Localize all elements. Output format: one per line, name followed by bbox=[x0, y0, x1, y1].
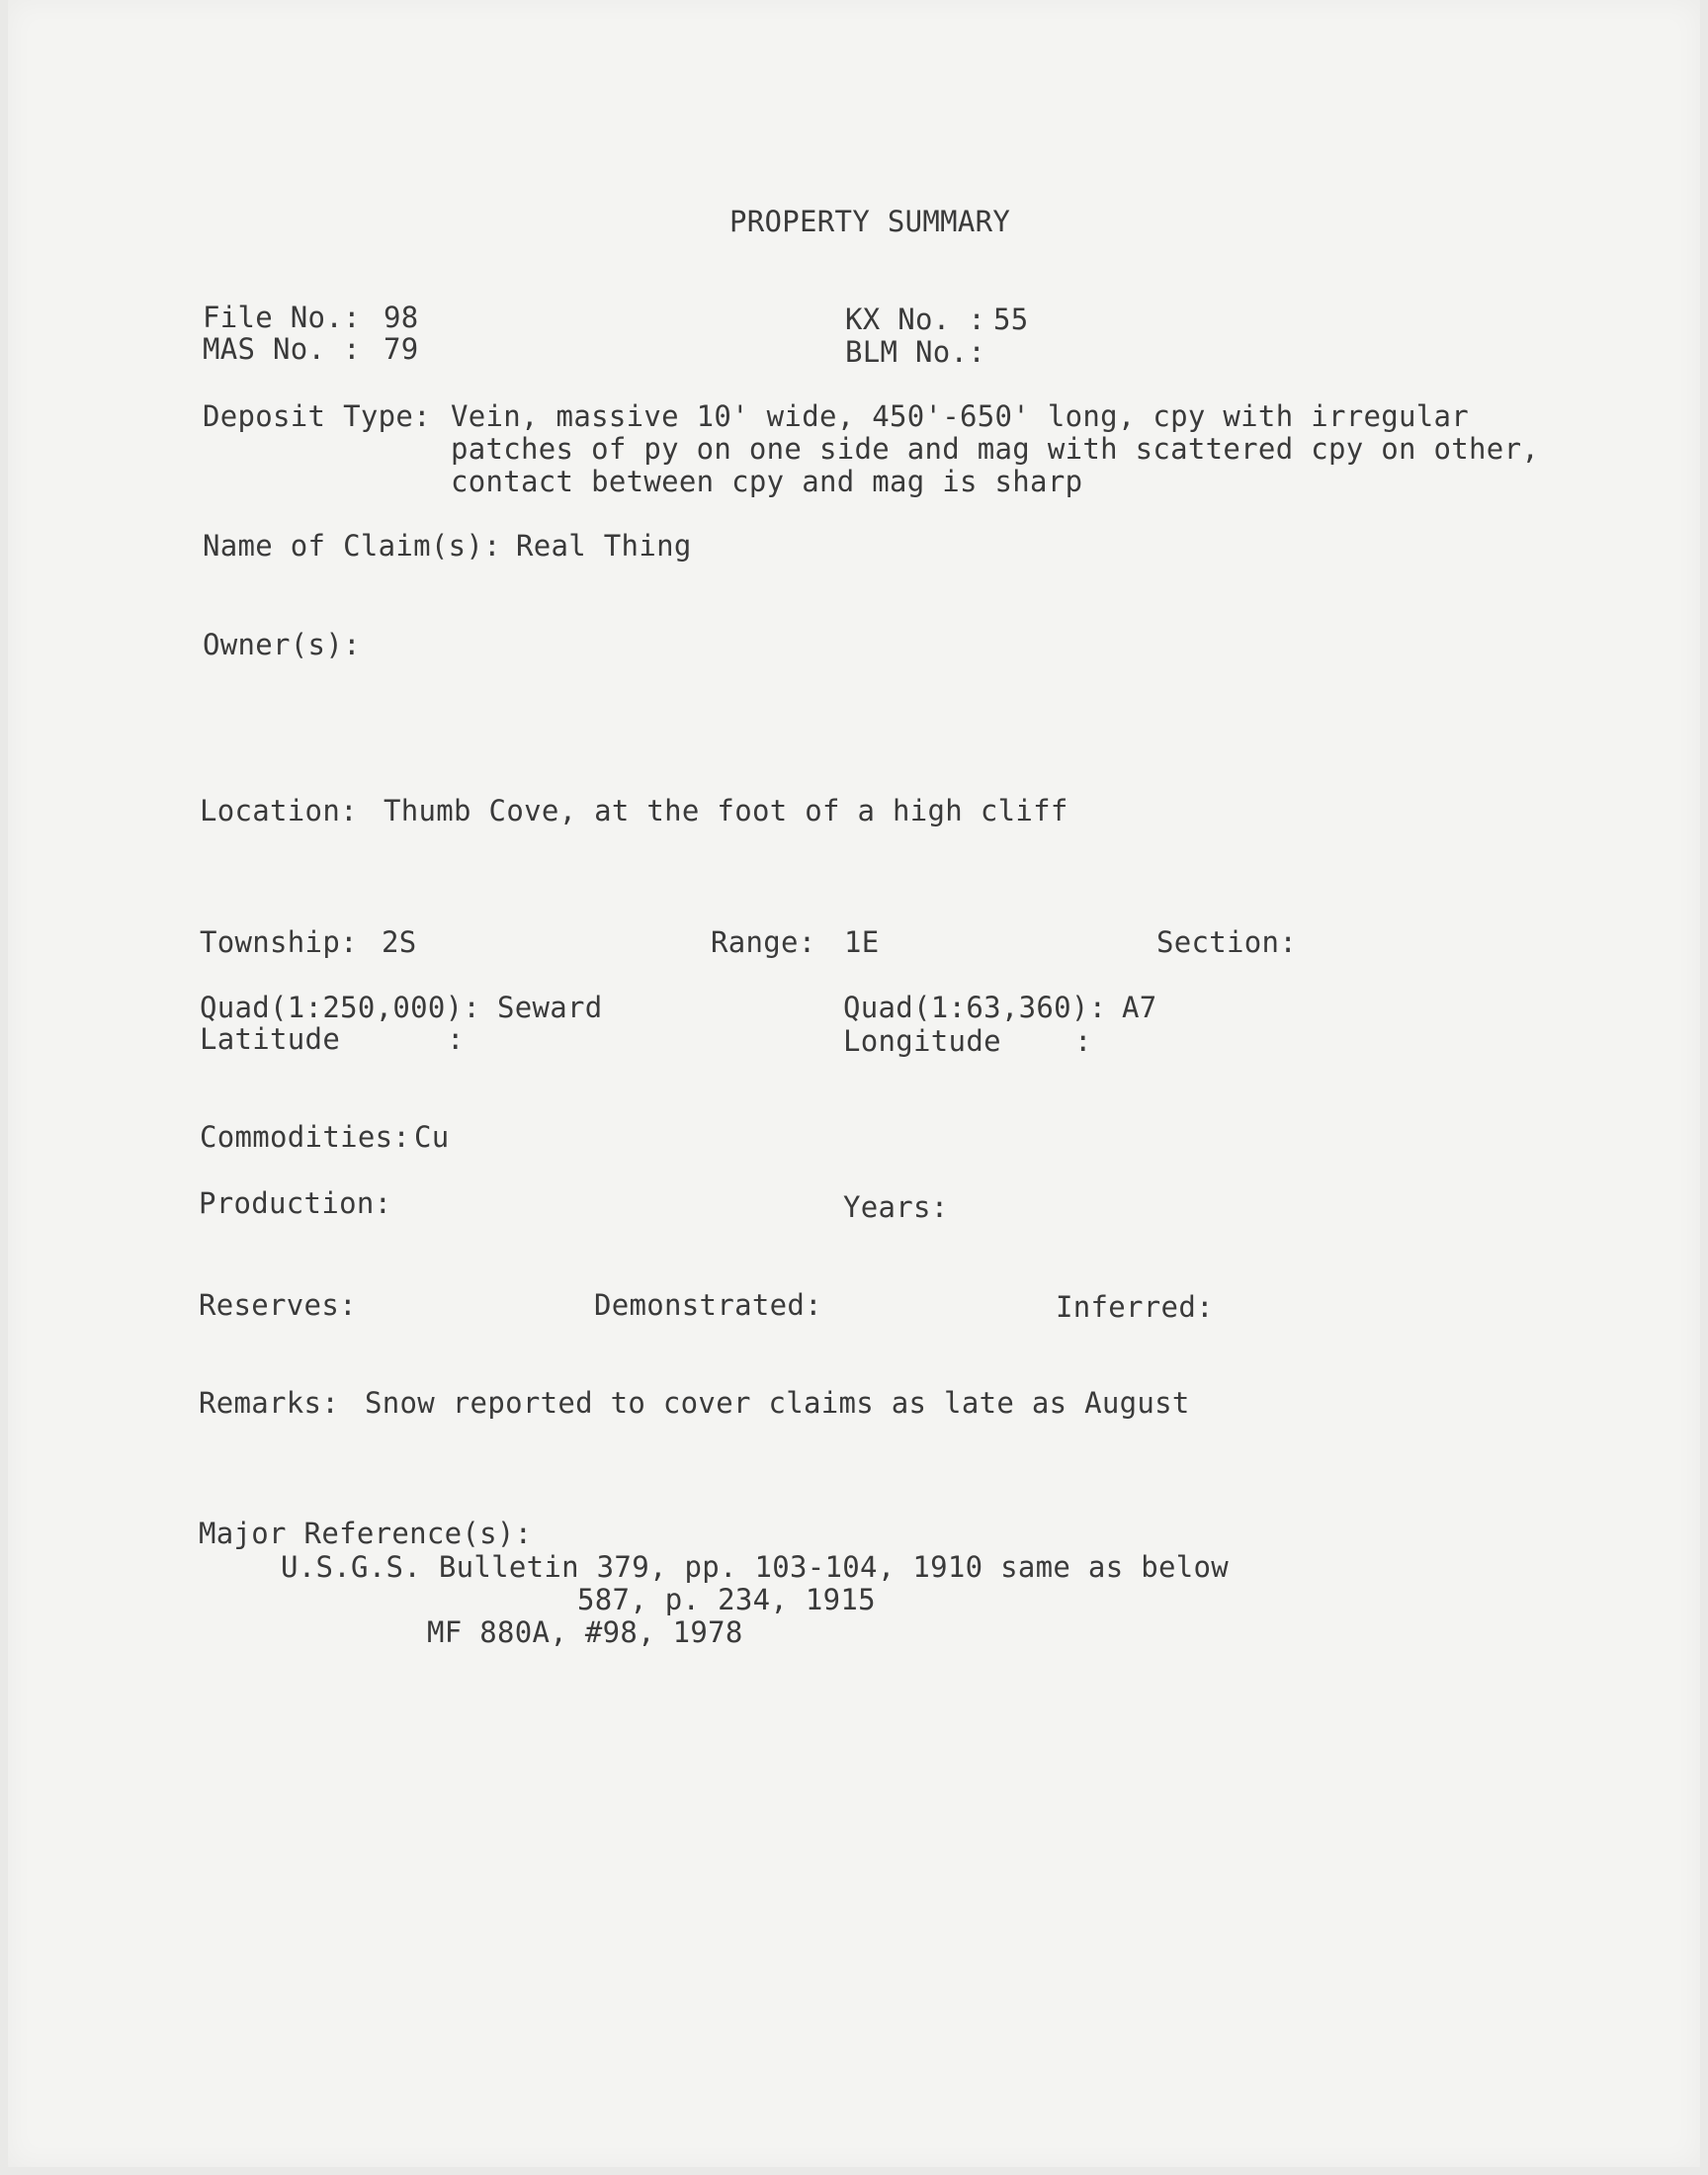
references-label: Major Reference(s): bbox=[199, 1517, 533, 1550]
file-no-label: File No.: bbox=[203, 301, 361, 334]
range-label: Range: bbox=[711, 925, 816, 959]
quad-63-label: Quad(1:63,360): bbox=[843, 991, 1107, 1024]
quad-250-label: Quad(1:250,000): bbox=[200, 991, 481, 1024]
claims-label: Name of Claim(s): bbox=[203, 529, 501, 563]
reference-line: 587, p. 234, 1915 bbox=[577, 1583, 876, 1616]
document-page bbox=[8, 0, 1700, 2167]
deposit-type-label: Deposit Type: bbox=[203, 399, 431, 433]
commodities-label: Commodities: bbox=[200, 1120, 411, 1154]
kx-no-label: KX No. : bbox=[845, 303, 986, 336]
remarks-value: Snow reported to cover claims as late as August bbox=[365, 1386, 1190, 1420]
file-no-value: 98 bbox=[384, 301, 419, 334]
deposit-type-line: Vein, massive 10' wide, 450'-650' long, cpy with irregular bbox=[451, 399, 1470, 433]
range-value: 1E bbox=[844, 925, 880, 959]
mas-no-label: MAS No. : bbox=[203, 332, 361, 366]
reference-line: U.S.G.S. Bulletin 379, pp. 103-104, 1910 same as below bbox=[281, 1550, 1230, 1584]
inferred-label: Inferred: bbox=[1056, 1290, 1214, 1324]
quad-63-value: A7 bbox=[1122, 991, 1157, 1024]
kx-no-value: 55 bbox=[993, 303, 1029, 336]
section-label: Section: bbox=[1156, 925, 1298, 959]
location-label: Location: bbox=[200, 794, 358, 827]
remarks-label: Remarks: bbox=[199, 1386, 340, 1420]
township-value: 2S bbox=[382, 925, 417, 959]
commodities-value: Cu bbox=[414, 1120, 450, 1154]
claims-value: Real Thing bbox=[516, 529, 692, 563]
deposit-type-line: contact between cpy and mag is sharp bbox=[451, 465, 1083, 498]
blm-no-label: BLM No.: bbox=[845, 335, 986, 369]
demonstrated-label: Demonstrated: bbox=[594, 1288, 822, 1322]
years-label: Years: bbox=[843, 1190, 949, 1224]
production-label: Production: bbox=[199, 1186, 392, 1220]
latitude-label: Latitude bbox=[200, 1022, 341, 1056]
longitude-label: Longitude bbox=[843, 1024, 1001, 1058]
mas-no-value: 79 bbox=[384, 332, 419, 366]
township-label: Township: bbox=[200, 925, 358, 959]
owners-label: Owner(s): bbox=[203, 628, 361, 661]
quad-250-value: Seward bbox=[497, 991, 603, 1024]
reserves-label: Reserves: bbox=[199, 1288, 357, 1322]
longitude-separator: : bbox=[1074, 1024, 1092, 1058]
deposit-type-line: patches of py on one side and mag with scattered cpy on other, bbox=[451, 432, 1540, 466]
page-title: PROPERTY SUMMARY bbox=[729, 205, 1011, 238]
location-value: Thumb Cove, at the foot of a high cliff bbox=[384, 794, 1068, 827]
latitude-separator: : bbox=[447, 1022, 465, 1056]
reference-line: MF 880A, #98, 1978 bbox=[427, 1615, 743, 1649]
